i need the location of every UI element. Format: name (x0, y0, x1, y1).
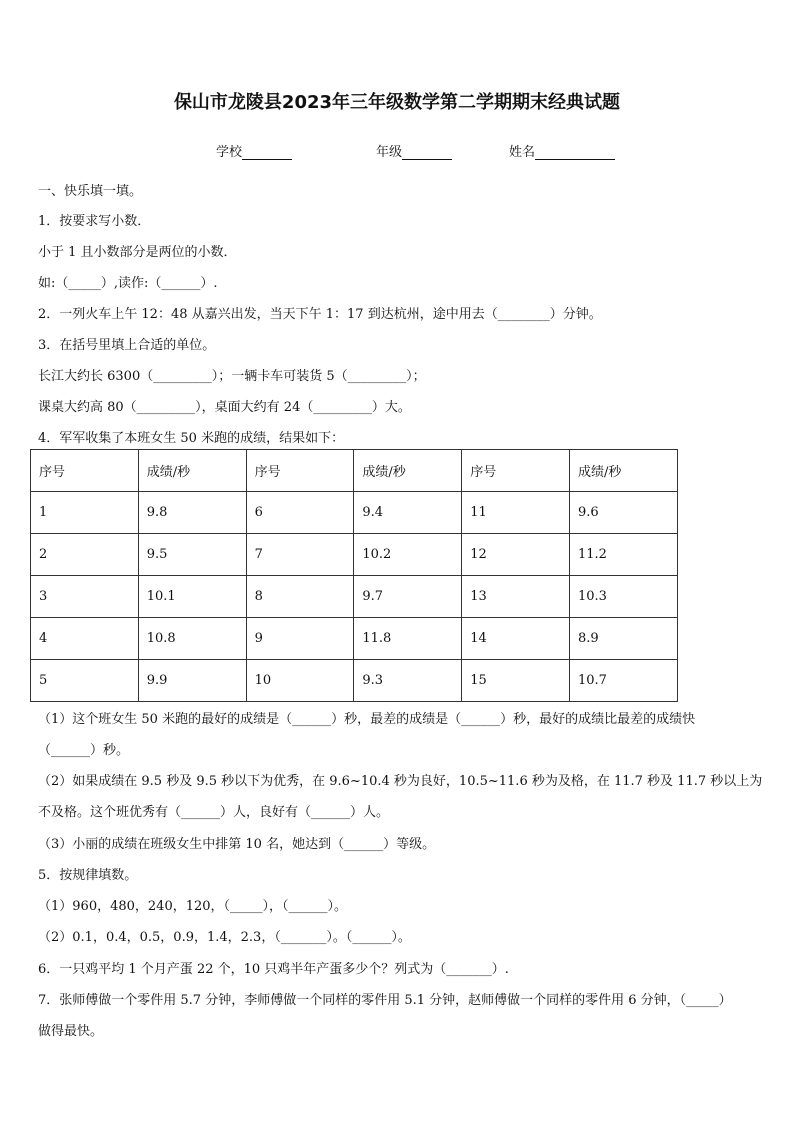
q1-stem: 1．按要求写小数． (38, 214, 151, 229)
table-cell: 9 (246, 618, 354, 660)
table-row (31, 534, 678, 576)
q4-sub2-line1: （2）如果成绩在 9.5 秒及 9.5 秒以下为优秀，在 9.6~10.4 秒为良好，10.5~11.6 秒为及格，在 11.7 秒及 11.7 秒以上为 (38, 774, 763, 789)
scores-table (30, 449, 678, 702)
table-row (31, 576, 678, 618)
school-field[interactable] (216, 141, 292, 160)
table-cell: 11 (462, 492, 570, 534)
table-row (31, 660, 678, 702)
q1-line2: 如:（_____）,读作:（______）. (38, 276, 218, 291)
header-cell: 序号 (246, 450, 354, 492)
table-cell: 10.3 (570, 576, 678, 618)
table-cell: 6 (246, 492, 354, 534)
table-row (31, 492, 678, 534)
table-cell: 10 (246, 660, 354, 702)
table-cell: 13 (462, 576, 570, 618)
grade-blank[interactable] (402, 145, 452, 160)
q4-sub1-line2: （______）秒。 (38, 743, 130, 758)
q7-line2: 做得最快。 (38, 1024, 104, 1039)
header-cell: 成绩/秒 (138, 450, 246, 492)
table-cell: 5 (31, 660, 139, 702)
table-cell: 9.6 (570, 492, 678, 534)
q4-sub2-line2: 不及格。这个班优秀有（______）人，良好有（______）人。 (38, 805, 390, 820)
q3-line1: 长江大约长 6300（_________）；一辆卡车可装货 5（_________）； (38, 369, 426, 384)
table-cell: 9.8 (138, 492, 246, 534)
table-cell: 2 (31, 534, 139, 576)
name-blank[interactable] (535, 145, 615, 160)
table-cell: 10.7 (570, 660, 678, 702)
q4-stem: 4．军军收集了本班女生 50 米跑的成绩，结果如下： (38, 431, 345, 446)
table-row (31, 618, 678, 660)
table-cell: 4 (31, 618, 139, 660)
q3-stem: 3．在括号里填上合适的单位。 (38, 338, 216, 353)
q1-line1: 小于 1 且小数部分是两位的小数． (38, 245, 237, 260)
header-cell: 成绩/秒 (354, 450, 462, 492)
table-cell: 8.9 (570, 618, 678, 660)
table-cell: 3 (31, 576, 139, 618)
table-cell: 7 (246, 534, 354, 576)
table-cell: 9.5 (138, 534, 246, 576)
header-cell: 序号 (462, 450, 570, 492)
school-blank[interactable] (242, 145, 292, 160)
table-cell: 9.3 (354, 660, 462, 702)
table-cell: 10.8 (138, 618, 246, 660)
name-label: 姓名 (509, 145, 536, 160)
q4-sub1-line1: （1）这个班女生 50 米跑的最好的成绩是（______）秒，最差的成绩是（______）秒，最好的成绩比最差的成绩快 (38, 712, 696, 727)
table-cell: 11.2 (570, 534, 678, 576)
grade-label: 年级 (376, 145, 403, 160)
student-info-row (0, 141, 794, 161)
q4-sub3: （3）小丽的成绩在班级女生中排第 10 名，她达到（______）等级。 (38, 837, 436, 852)
table-cell: 8 (246, 576, 354, 618)
school-label: 学校 (216, 145, 243, 160)
table-cell: 9.4 (354, 492, 462, 534)
header-cell: 成绩/秒 (570, 450, 678, 492)
table-header-row (31, 450, 678, 492)
q5-line1: （1）960，480，240，120，（_____），（______）。 (38, 899, 348, 914)
q2-text: 2．一列火车上午 12：48 从嘉兴出发，当天下午 1：17 到达杭州，途中用去（________）分钟。 (38, 307, 602, 322)
q3-line2: 课桌大约高 80（_________），桌面大约有 24（_________）大。 (38, 400, 411, 415)
table-cell: 9.9 (138, 660, 246, 702)
q5-line2: （2）0.1，0.4，0.5，0.9，1.4，2.3，（_______）。（______）。 (38, 930, 411, 945)
table-cell: 10.1 (138, 576, 246, 618)
name-field[interactable] (509, 141, 615, 160)
grade-field[interactable] (376, 141, 452, 160)
table-cell: 9.7 (354, 576, 462, 618)
table-cell: 11.8 (354, 618, 462, 660)
section-heading: 一、快乐填一填。 (38, 184, 143, 199)
table-cell: 12 (462, 534, 570, 576)
page-title: 保山市龙陵县2023年三年级数学第二学期期末经典试题 (173, 92, 621, 113)
table-cell: 14 (462, 618, 570, 660)
header-cell: 序号 (31, 450, 139, 492)
table-cell: 15 (462, 660, 570, 702)
q6-text: 6．一只鸡平均 1 个月产蛋 22 个，10 只鸡半年产蛋多少个？列式为（_______）. (38, 962, 509, 977)
table-cell: 1 (31, 492, 139, 534)
table-cell: 10.2 (354, 534, 462, 576)
q5-stem: 5．按规律填数。 (38, 868, 138, 883)
q7-line1: 7．张师傅做一个零件用 5.7 分钟，李师傅做一个同样的零件用 5.1 分钟，赵师傅做一个同样的零件用 6 分钟，（_____） (38, 993, 732, 1008)
